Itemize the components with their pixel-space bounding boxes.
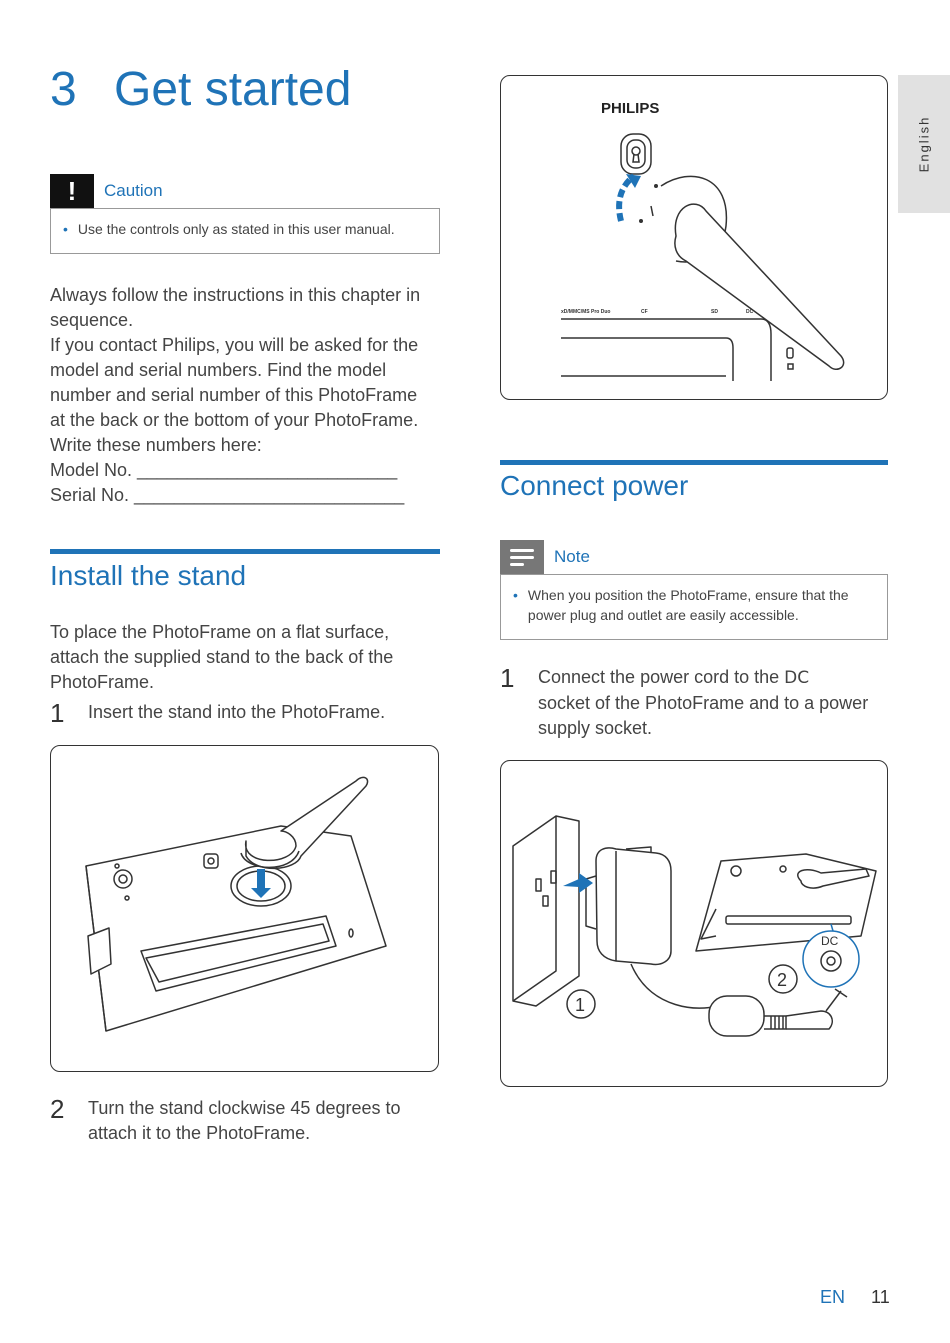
- intro-line: If you contact Philips, you will be asked for the: [50, 335, 419, 355]
- step-number: 1: [500, 663, 515, 693]
- intro-line: Always follow the instructions in this chapter in: [50, 285, 421, 305]
- intro-line: Write these numbers here:: [50, 435, 262, 455]
- install-line: PhotoFrame.: [50, 672, 155, 692]
- step-text: [538, 665, 868, 741]
- callout-2: 2: [777, 970, 788, 990]
- serial-number-field: Serial No. ___________________________: [50, 485, 405, 505]
- step-text: Insert the stand into the PhotoFrame.: [88, 702, 386, 722]
- intro-line: sequence.: [50, 310, 134, 330]
- exclamation-icon: !: [50, 174, 94, 208]
- slot-label: xD/MMC/MS Pro Duo: [561, 309, 611, 315]
- install-step-1: [50, 700, 450, 726]
- install-stand-heading: Install the stand: [50, 560, 247, 591]
- footer-language: EN: [820, 1287, 846, 1307]
- caution-header: [50, 174, 440, 208]
- step-line: supply socket.: [538, 718, 653, 738]
- intro-line: number and serial number of this PhotoFrame: [50, 385, 418, 405]
- step-line-text: Connect the power cord to the: [538, 667, 785, 687]
- figure-insert-stand: [50, 745, 439, 1072]
- caution-callout: [50, 174, 440, 254]
- slot-label: DC: [746, 309, 754, 315]
- power-illustration: [501, 761, 887, 1086]
- step-number: 2: [50, 1094, 65, 1124]
- note-line: When you position the PhotoFrame, ensure that the: [527, 587, 849, 603]
- dc-socket-label: DC: [784, 668, 810, 688]
- callout-1: 1: [575, 995, 586, 1015]
- note-item-text: [528, 585, 849, 625]
- note-title: Note: [554, 547, 590, 566]
- chapter-title-text: Get started: [114, 63, 352, 116]
- caution-title: Caution: [104, 181, 163, 200]
- install-line: To place the PhotoFrame on a flat surface,: [50, 622, 390, 642]
- rotate-illustration: [501, 76, 887, 399]
- section-rule: [50, 549, 440, 554]
- caution-body: [50, 208, 440, 254]
- page-footer: [820, 1287, 890, 1308]
- note-callout: [500, 540, 888, 640]
- stand-illustration: [51, 746, 438, 1071]
- note-body: [500, 574, 888, 640]
- connect-power-heading: Connect power: [500, 470, 689, 501]
- figure-connect-power: [500, 760, 888, 1087]
- figure-rotate-stand: [500, 75, 888, 400]
- slot-label: SD: [711, 309, 718, 315]
- step-line: [538, 665, 868, 691]
- note-line: power plug and outlet are easily accessible.: [527, 607, 799, 623]
- intro-line: at the back or the bottom of your PhotoFrame.: [50, 410, 419, 430]
- philips-logo: PHILIPS: [601, 100, 660, 117]
- language-tab: [898, 75, 950, 213]
- step-line: attach it to the PhotoFrame.: [88, 1123, 311, 1143]
- install-line: attach the supplied stand to the back of the: [50, 647, 394, 667]
- note-icon: [500, 540, 544, 574]
- section-rule: [500, 460, 888, 465]
- step-number: 1: [50, 698, 65, 728]
- slot-label: CF: [641, 309, 648, 315]
- bullet-icon: •: [63, 221, 68, 237]
- caution-item: [63, 219, 427, 239]
- power-step-1: [500, 665, 888, 741]
- install-paragraph: [50, 620, 450, 695]
- intro-paragraph: [50, 283, 450, 508]
- chapter-title: [50, 62, 351, 117]
- page-number: 11: [871, 1287, 890, 1307]
- install-step-2: [50, 1096, 450, 1146]
- language-tab-label: English: [916, 115, 932, 173]
- chapter-number: 3: [50, 63, 77, 116]
- note-header: [500, 540, 888, 574]
- step-line: Turn the stand clockwise 45 degrees to: [88, 1098, 401, 1118]
- step-line: socket of the PhotoFrame and to a power: [538, 693, 869, 713]
- dc-port-label: DC: [821, 934, 839, 948]
- step-text: [88, 1096, 401, 1146]
- note-item: [513, 585, 875, 625]
- caution-item-text: Use the controls only as stated in this user manual.: [77, 221, 395, 237]
- intro-line: model and serial numbers. Find the model: [50, 360, 387, 380]
- model-number-field: Model No. __________________________: [50, 460, 398, 480]
- bullet-icon: •: [513, 587, 518, 603]
